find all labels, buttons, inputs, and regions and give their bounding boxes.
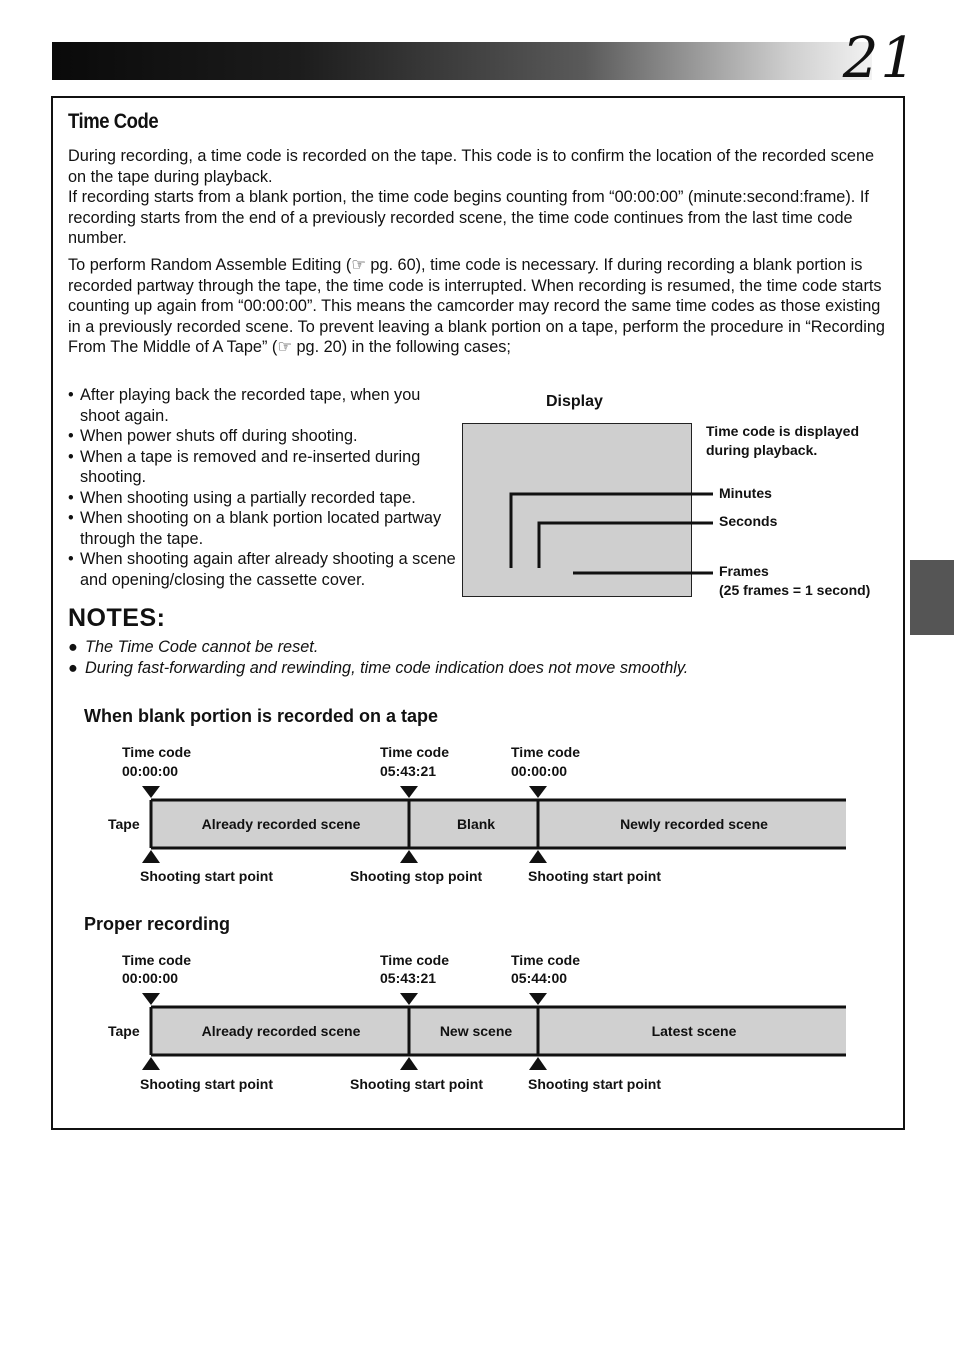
point-label: Shooting start point — [528, 868, 661, 884]
segment-label: Blank — [456, 816, 496, 832]
segment-label: Latest scene — [651, 1023, 737, 1039]
timecode-label: Time code — [122, 952, 191, 968]
display-caption-line2: during playback. — [706, 442, 818, 458]
down-arrow-icon — [400, 786, 418, 798]
list-item: • After playing back the recorded tape, when you shoot again. — [68, 385, 458, 426]
list-item: • When shooting again after already shooting a scene and opening/closing the cassette cover. — [68, 549, 458, 590]
timecode-label: Time code — [511, 952, 580, 968]
segment-label: New scene — [439, 1023, 513, 1039]
editing-text: To perform Random Assemble Editing (☞ pg. 60), time code is necessary. If during recording a blank portion is recorded partway through the tape, the time code is interrupted. When recording is resumed, the time code starts counting up again from “00:00:00”. This means the camcorder may record the same time codes as those existing in a previously recorded scene. To prevent leaving a blank portion on a tape, perform the procedure in “Recording From The Middle of A Tape” (☞ pg. 20) in the following cases; — [68, 256, 885, 356]
timecode-value: 00:00:00 — [122, 763, 179, 779]
timecode-value: 05:44:00 — [511, 970, 568, 986]
minutes-leader-line — [511, 494, 713, 568]
list-item: • When power shuts off during shooting. — [68, 426, 458, 447]
section-title: Time Code — [68, 110, 159, 133]
timecode-label: Time code — [122, 744, 191, 760]
timecode-label: Time code — [511, 744, 580, 760]
proper-tape-diagram — [0, 946, 954, 1106]
timecode-label: Time code — [380, 952, 449, 968]
display-diagram-title: Display — [546, 393, 603, 410]
tape-label: Tape — [108, 816, 140, 832]
timecode-value: 05:43:21 — [380, 970, 437, 986]
point-label: Shooting start point — [528, 1076, 661, 1092]
minutes-label: Minutes — [719, 485, 772, 501]
timecode-value: 05:43:21 — [380, 763, 437, 779]
up-arrow-icon — [400, 850, 418, 863]
list-item: • When a tape is removed and re-inserted during shooting. — [68, 447, 458, 488]
tape-label: Tape — [108, 1023, 140, 1039]
note-text: The Time Code cannot be reset. — [85, 638, 319, 656]
frames-label-line2: (25 frames = 1 second) — [719, 582, 871, 598]
up-arrow-icon — [529, 850, 547, 863]
blank-diagram-title: When blank portion is recorded on a tape — [84, 706, 439, 726]
list-item: • When shooting using a partially recorded tape. — [68, 488, 458, 509]
timecode-label: Time code — [380, 744, 449, 760]
point-label: Shooting start point — [140, 1076, 273, 1092]
list-item: • When shooting on a blank portion located partway through the tape. — [68, 508, 458, 549]
down-arrow-icon — [142, 993, 160, 1005]
down-arrow-icon — [400, 993, 418, 1005]
seconds-label: Seconds — [719, 513, 778, 529]
page-number: 21 — [842, 26, 918, 91]
up-arrow-icon — [142, 1057, 160, 1070]
bullet-icon: ● — [68, 638, 78, 656]
notes-list — [68, 637, 688, 678]
down-arrow-icon — [529, 993, 547, 1005]
timecode-value: 00:00:00 — [122, 970, 179, 986]
proper-diagram-title: Proper recording — [84, 914, 231, 934]
point-label: Shooting start point — [350, 1076, 483, 1092]
segment-label: Already recorded scene — [201, 816, 361, 832]
timecode-value: 00:00:00 — [511, 763, 568, 779]
frames-label — [719, 562, 870, 600]
up-arrow-icon — [142, 850, 160, 863]
bullet-icon: ● — [68, 658, 78, 677]
point-label: Shooting stop point — [350, 868, 483, 884]
blank-tape-diagram — [0, 738, 954, 898]
list-item — [68, 658, 688, 679]
note-text: During fast-forwarding and rewinding, time code indication does not move smoothly. — [85, 658, 689, 677]
frames-label-line1: Frames — [719, 563, 769, 579]
display-caption-line1: Time code is displayed — [706, 423, 860, 439]
display-caption — [706, 422, 859, 460]
segment-label: Already recorded scene — [201, 1023, 361, 1039]
segment-label: Newly recorded scene — [620, 816, 768, 832]
down-arrow-icon — [529, 786, 547, 798]
up-arrow-icon — [400, 1057, 418, 1070]
intro-text: During recording, a time code is recorded on the tape. This code is to confirm the location of the recorded scene on the tape during playback. If recording starts from a blank portion, the time code begins counting from “00:00:00” (minute:second:frame). If recording starts from the end of a previously recorded scene, the time code continues from the last time code number. — [68, 147, 875, 247]
down-arrow-icon — [142, 786, 160, 798]
up-arrow-icon — [529, 1057, 547, 1070]
point-label: Shooting start point — [140, 868, 273, 884]
seconds-leader-line — [539, 523, 713, 568]
list-item — [68, 637, 688, 658]
notes-title: NOTES: — [68, 604, 166, 632]
